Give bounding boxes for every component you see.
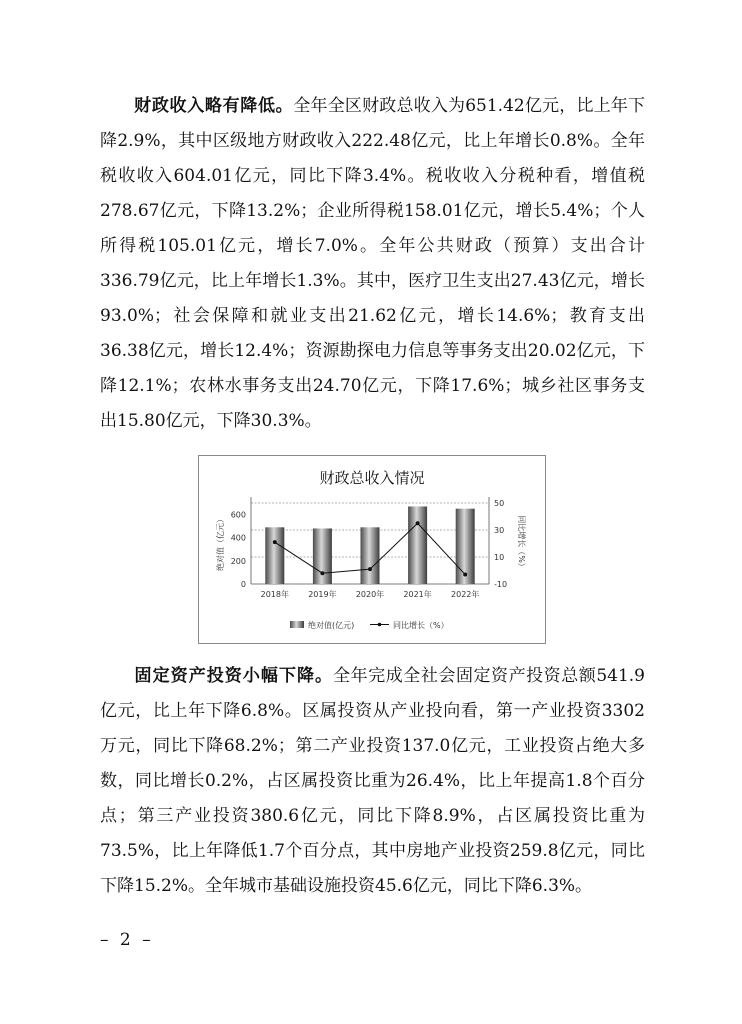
paragraph-body: 全年全区财政总收入为651.42亿元，比上年下降2.9%，其中区级地方财政收入222.48亿元，比上年增长0.8%。全年税收收入604.01亿元，同比下降3.4%。税收收入分税种看，增值税278.67亿元，下降13.2%；企业所得税158.01亿元，增长5.4%；个人所得税105.01亿元，增长7.0%。全年公共财政（预算）支出合计336.79亿元，比上年增长1.3%。其中，医疗卫生支出27.43亿元，增长93.0%；社会保障和就业支出21.62亿元，增长14.6%；教育支出36.38亿元，增长12.4%；资源勘探电力信息等事务支出20.02亿元，下降12.1%；农林水事务支出24.70亿元，下降17.6%；城乡社区事务支出15.80亿元，下降30.3%。 [100,96,645,431]
y2-tick-label: -10 [494,580,508,589]
legend-bar-swatch [290,621,304,628]
y2-tick-label: 10 [494,553,505,562]
y2-tick-label: 50 [494,499,505,508]
y-tick-label: 600 [230,510,246,520]
x-tick-label: 2021年 [403,590,432,599]
y-tick-label: 400 [230,533,246,543]
x-tick-label: 2018年 [260,590,289,599]
paragraph-fiscal-revenue [100,89,645,439]
bar [361,527,380,584]
paragraph-heading: 财政收入略有降低。 [134,96,294,116]
x-tick-label: 2022年 [451,590,480,599]
legend-line-label: 同比增长（%） [393,621,449,630]
growth-point [273,540,277,544]
growth-point [463,573,467,577]
fiscal-revenue-chart [198,455,546,644]
x-tick-label: 2019年 [308,590,337,599]
growth-point [416,521,420,525]
page-number: – 2 – [100,930,154,950]
bar [265,527,284,584]
y2-tick-label: 30 [494,526,505,535]
paragraph-body: 全年完成全社会固定资产投资总额541.9亿元，比上年下降6.8%。区属投资从产业投向看，第一产业投资3302万元，同比下降68.2%；第二产业投资137.0亿元，工业投资占绝大多数，同比增长0.2%，占区属投资比重为26.4%，比上年提高1.8个百分点；第三产业投资380.6亿元，同比下降8.9%，占区属投资比重为73.5%，比上年降低1.7个百分点，其中房地产业投资259.8亿元，同比下降15.2%。全年城市基础设施投资45.6亿元，同比下降6.3%。 [100,666,645,896]
x-tick-label: 2020年 [355,590,385,599]
paragraph-heading: 固定资产投资小幅下降。 [134,666,334,686]
chart-svg [199,456,545,643]
paragraph-fixed-investment [100,659,645,904]
chart-legend [290,620,449,630]
bar [408,506,427,584]
legend-bar-label: 绝对值(亿元) [308,621,355,630]
y2-axis-label: 同比增长（%） [517,515,526,571]
y-tick-label: 0 [240,580,246,589]
chart-title: 财政总收入情况 [319,469,425,487]
y-axis-label: 绝对值（亿元） [216,515,225,571]
growth-point [368,567,372,571]
legend-line-marker [378,623,382,627]
growth-point [320,571,324,575]
y-tick-label: 200 [230,556,246,566]
bar [313,528,332,584]
